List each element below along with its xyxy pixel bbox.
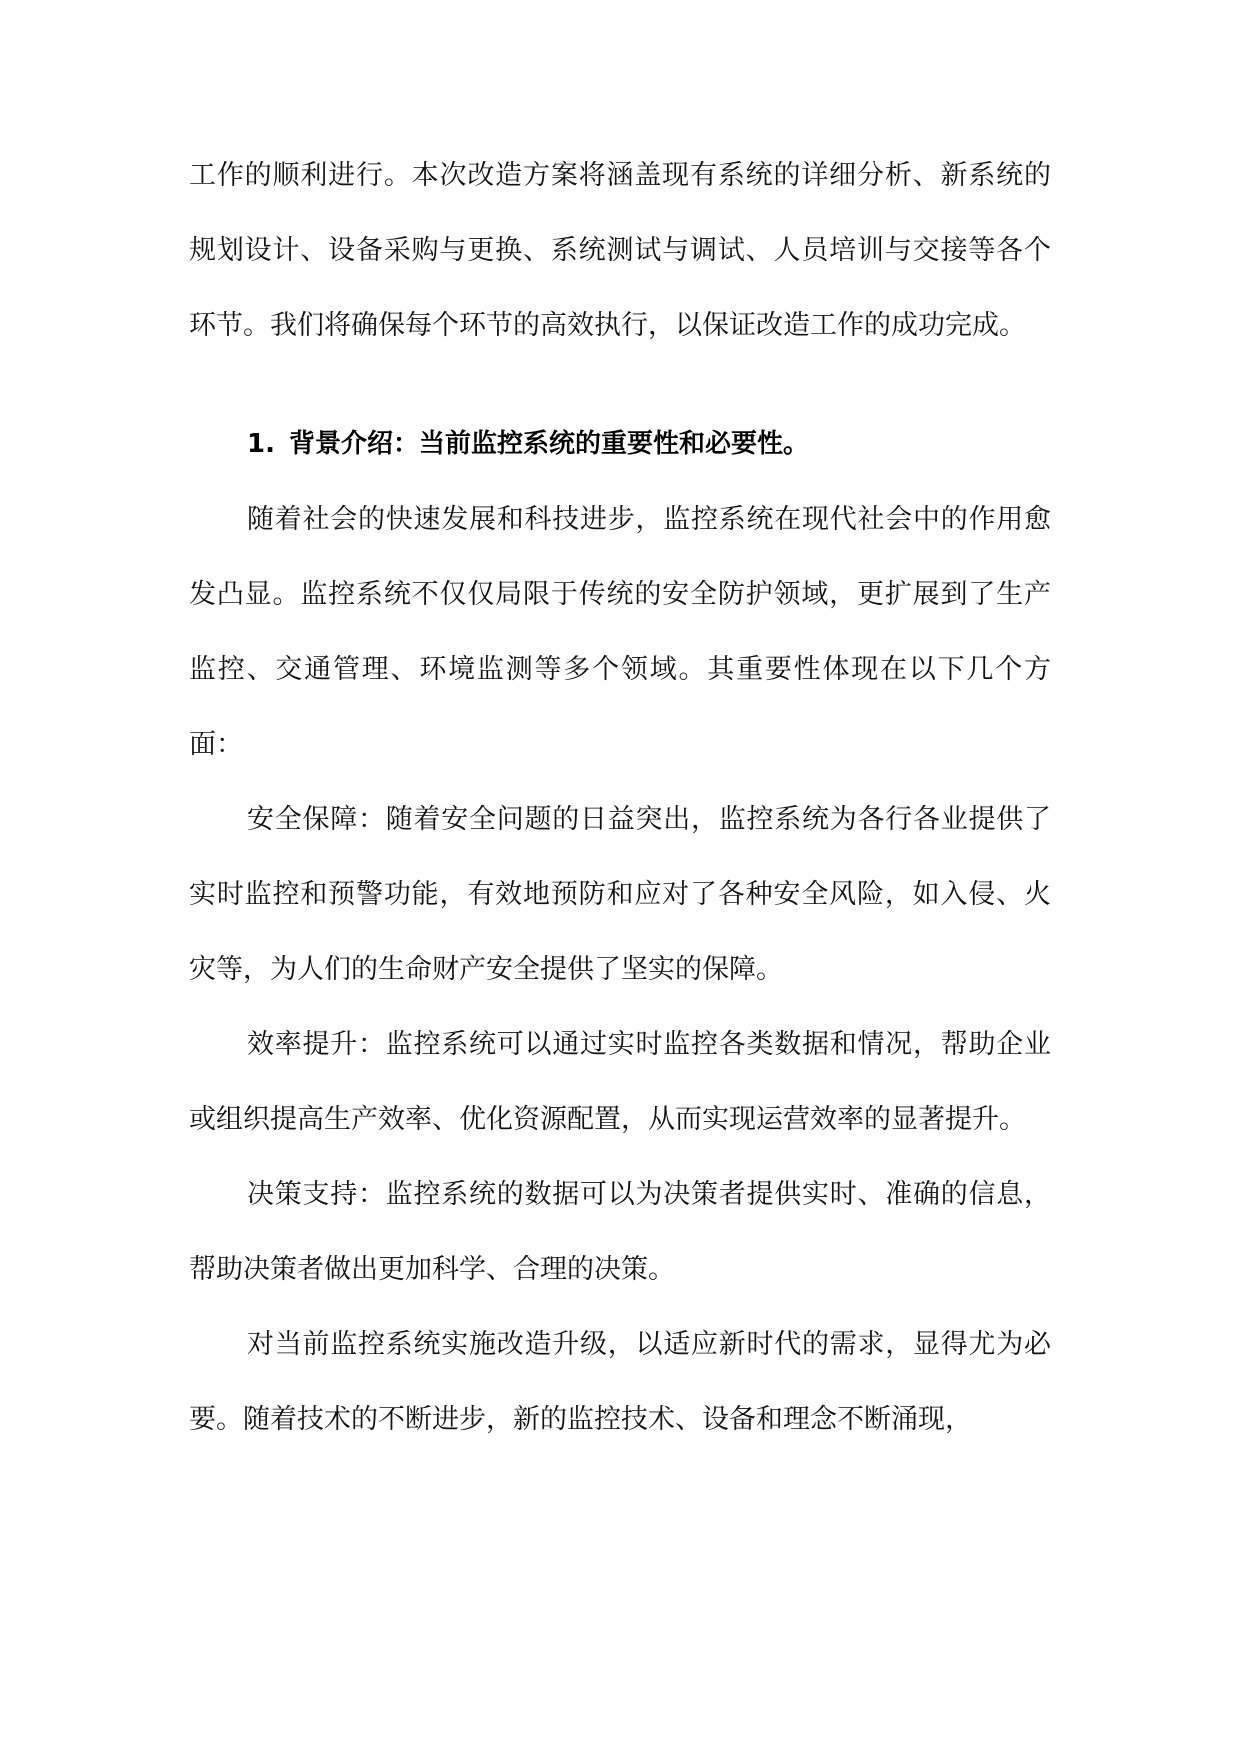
section-title: 背景介绍：当前监控系统的重要性和必要性。 bbox=[289, 429, 810, 459]
section-number: 1. bbox=[247, 429, 275, 459]
intro-paragraph: 工作的顺利进行。本次改造方案将涵盖现有系统的详细分析、新系统的规划设计、设备采购与更换、系统测试与调试、人员培训与交接等各个环节。我们将确保每个环节的高效执行，以保证改造工作的成功完成。 bbox=[189, 160, 1051, 341]
document-body bbox=[189, 138, 1051, 1457]
body-paragraph-necessity: 对当前监控系统实施改造升级，以适应新时代的需求，显得尤为必要。随着技术的不断进步，新的监控技术、设备和理念不断涌现， bbox=[189, 1329, 1051, 1435]
body-paragraph-efficiency: 效率提升：监控系统可以通过实时监控各类数据和情况，帮助企业或组织提高生产效率、优化资源配置，从而实现运营效率的显著提升。 bbox=[189, 1029, 1051, 1135]
section-heading bbox=[189, 407, 1051, 482]
body-paragraph-background: 随着社会的快速发展和科技进步，监控系统在现代社会中的作用愈发凸显。监控系统不仅仅局限于传统的安全防护领域，更扩展到了生产监控、交通管理、环境监测等多个领域。其重要性体现在以下几个方面： bbox=[189, 504, 1051, 760]
body-paragraph-safety: 安全保障：随着安全问题的日益突出，监控系统为各行各业提供了实时监控和预警功能，有效地预防和应对了各种安全风险，如入侵、火灾等，为人们的生命财产安全提供了坚实的保障。 bbox=[189, 804, 1051, 985]
body-paragraph-decision: 决策支持：监控系统的数据可以为决策者提供实时、准确的信息，帮助决策者做出更加科学、合理的决策。 bbox=[189, 1179, 1051, 1285]
